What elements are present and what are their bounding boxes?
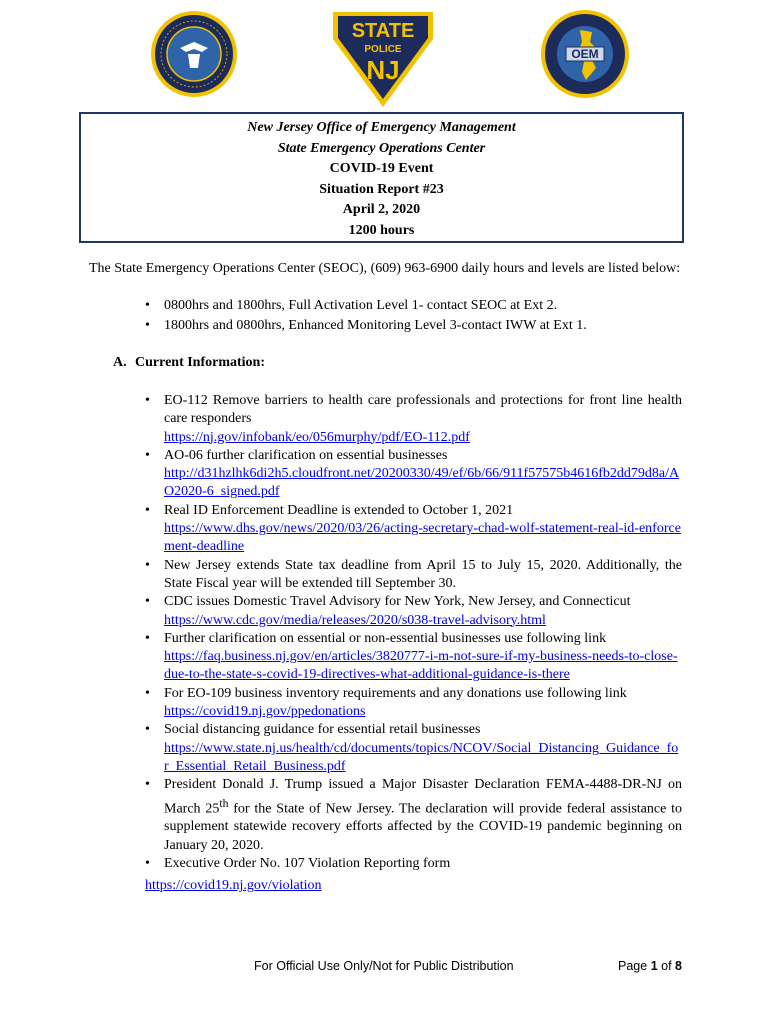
item-text: • Real ID Enforcement Deadline is extended to October 1, 2021 [164, 502, 514, 518]
page-label: Page [618, 959, 648, 973]
item-text-part: President Donald J. Trump issued a Major Disaster Declaration FEMA-4488-DR-NJ on March 25 [164, 777, 682, 817]
list-item [145, 447, 682, 502]
ordinal-suffix: th [219, 796, 229, 810]
page-indicator [618, 959, 682, 973]
event-name: COVID-19 Event [329, 161, 434, 177]
oem-label: OEM [571, 47, 599, 61]
section-title: Current Information: [135, 355, 266, 370]
item-text: • For EO-109 business inventory requirements and any donations use following link [164, 685, 627, 701]
badge-state-text: STATE [351, 20, 415, 42]
agency-name: New Jersey Office of Emergency Management [247, 120, 516, 135]
list-item [145, 502, 682, 557]
nj-seal-left-icon [150, 8, 238, 100]
distribution-notice: For Official Use Only/Not for Public Distribution [254, 959, 514, 973]
report-number: Situation Report #23 [319, 181, 444, 197]
oem-seal-icon [540, 8, 630, 100]
state-police-badge-icon [330, 9, 436, 109]
list-item [145, 721, 682, 776]
header-seals [0, 8, 770, 108]
list-item [145, 392, 682, 447]
list-item: • 0800hrs and 1800hrs, Full Activation Level 1- contact SEOC at Ext 2. [145, 296, 587, 316]
item-text: • Social distancing guidance for essential retail businesses [164, 722, 481, 738]
item-text: • New Jersey extends State tax deadline from April 15 to July 15, 2020. Additionally, the State Fiscal year will be extended till September 30. [164, 557, 682, 591]
item-link[interactable]: https://faq.business.nj.gov/en/articles/3820777-i-m-not-sure-if-my-business-needs-to-close-due-to-the-state-s-covid-19-directives-what-additional-guidance-is-there [164, 649, 678, 683]
item-link[interactable]: https://www.dhs.gov/news/2020/03/26/acting-secretary-chad-wolf-statement-real-id-enforcement-deadline [164, 521, 681, 555]
section-heading [113, 355, 265, 371]
badge-police-text: POLICE [364, 44, 402, 55]
page-total: 8 [675, 959, 682, 973]
item-text [164, 776, 682, 855]
item-text-part: for the State of New Jersey. The declaration will provide federal assistance to supplement statewide recovery efforts affected by the COVID-19 pandemic beginning on January 20, 2020. [164, 801, 682, 853]
item-text: • Further clarification on essential or non-essential businesses use following link [164, 630, 607, 646]
list-item [145, 685, 682, 722]
page-number: 1 [650, 959, 658, 973]
list-item [145, 776, 682, 855]
list-item [145, 855, 682, 873]
item-text: • EO-112 Remove barriers to health care professionals and protections for front line health care responders [164, 393, 682, 427]
badge-nj-text: NJ [366, 55, 400, 85]
page-of: of [661, 959, 672, 973]
section-letter: A. [113, 355, 127, 370]
item-link[interactable]: https://www.cdc.gov/media/releases/2020/s038-travel-advisory.html [164, 612, 546, 628]
report-date: April 2, 2020 [342, 202, 421, 218]
list-item [145, 630, 682, 685]
item-text: • CDC issues Domestic Travel Advisory for New York, New Jersey, and Connecticut [164, 594, 631, 610]
item-text: • Executive Order No. 107 Violation Reporting form [164, 856, 451, 872]
page-footer [0, 959, 770, 979]
center-name: State Emergency Operations Center [277, 140, 486, 156]
report-time: 1200 hours [348, 222, 415, 238]
item-link[interactable]: http://d31hzlhk6di2h5.cloudfront.net/20200330/49/ef/6b/66/911f57575b4616fb2dd79d8a/AO2020-6_signed.pdf [164, 466, 680, 500]
list-item: • 1800hrs and 0800hrs, Enhanced Monitoring Level 3-contact IWW at Ext 1. [145, 316, 587, 336]
item-link[interactable]: https://nj.gov/infobank/eo/056murphy/pdf/EO-112.pdf [164, 429, 470, 445]
list-item [145, 557, 682, 594]
item-link[interactable]: https://covid19.nj.gov/ppedonations [164, 704, 366, 720]
item-text: • AO-06 further clarification on essential businesses [164, 447, 448, 463]
report-title-box [79, 112, 684, 243]
list-item [145, 593, 682, 630]
seoc-hours-intro: The State Emergency Operations Center (SEOC), (609) 963-6900 daily hours and levels are listed below: [89, 261, 681, 276]
violation-form-link[interactable]: https://covid19.nj.gov/violation [145, 878, 322, 894]
seoc-hours-list [145, 296, 587, 336]
item-link[interactable]: https://www.state.nj.us/health/cd/documents/topics/NCOV/Social_Distancing_Guidance_for_Essential_Retail_Business.pdf [164, 740, 679, 774]
current-information-list [145, 392, 682, 896]
